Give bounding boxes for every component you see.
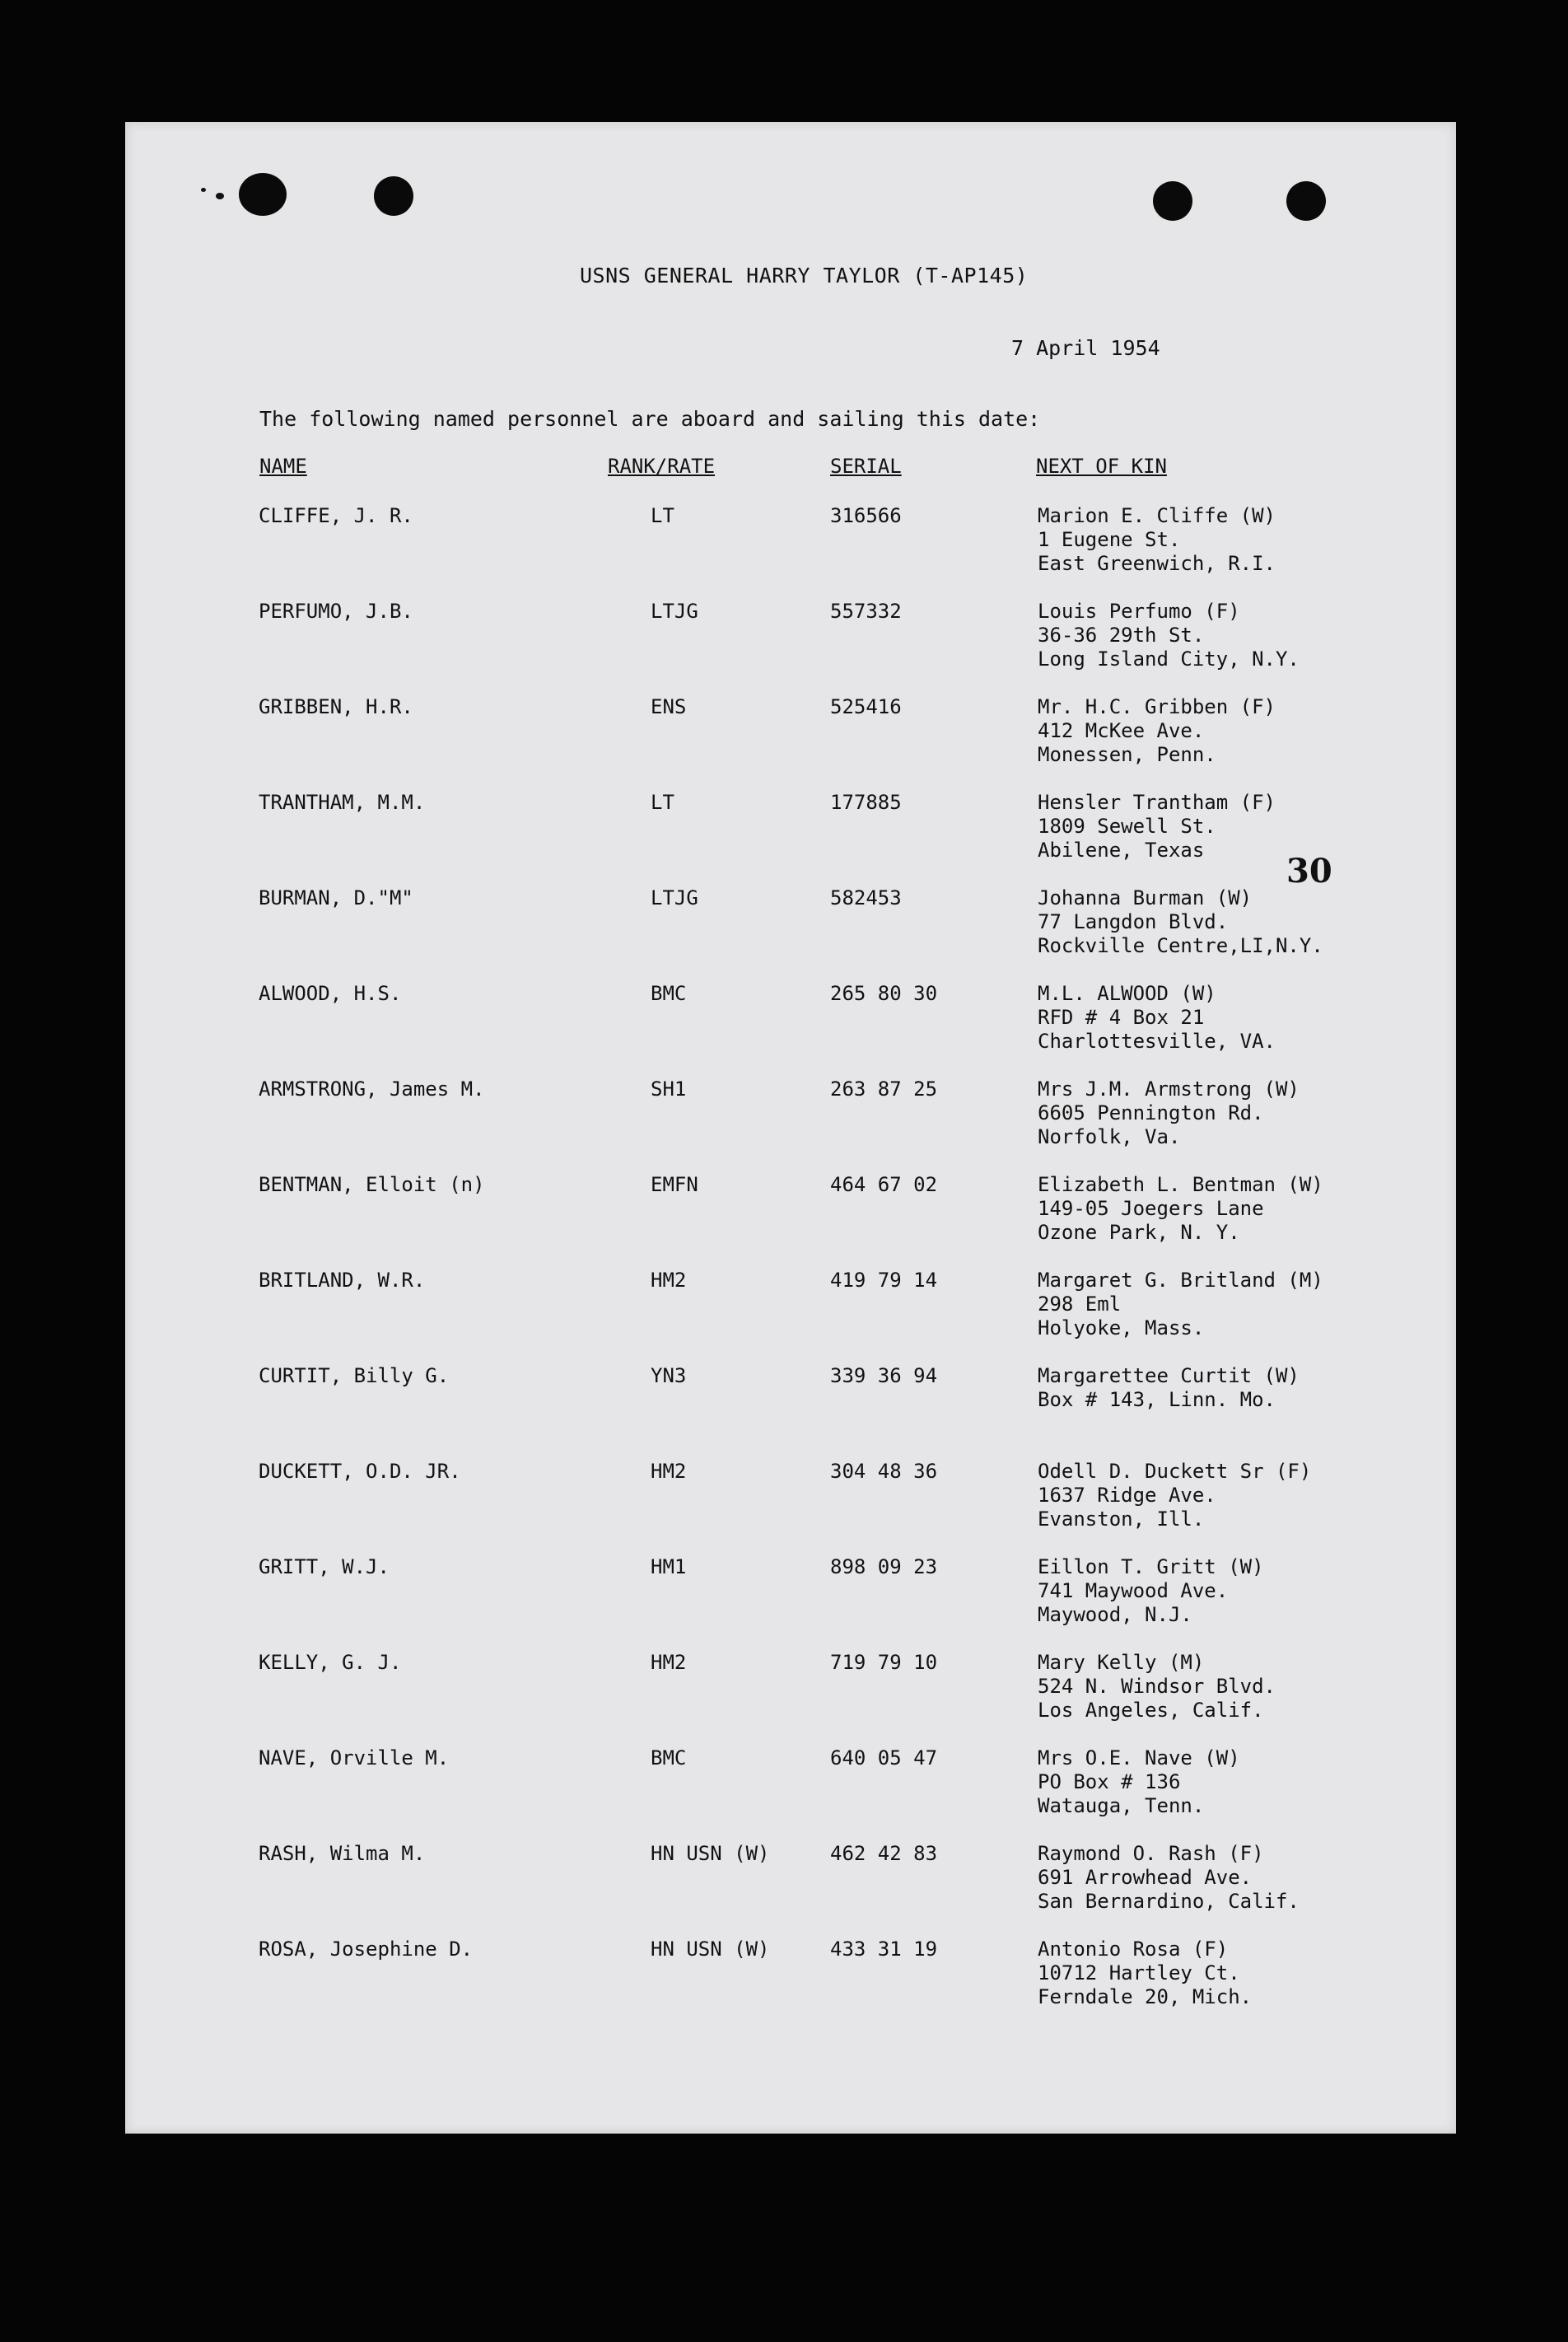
personnel-serial: 557332 (830, 600, 902, 623)
next-of-kin-line: Margarettee Curtit (W) (1038, 1364, 1300, 1387)
personnel-serial: 177885 (830, 791, 902, 814)
personnel-serial: 419 79 14 (830, 1269, 938, 1292)
document-date: 7 April 1954 (1011, 336, 1160, 360)
personnel-serial: 719 79 10 (830, 1651, 938, 1674)
personnel-serial: 263 87 25 (830, 1078, 938, 1101)
personnel-serial: 464 67 02 (830, 1173, 938, 1196)
table-row (125, 1746, 1456, 1837)
personnel-serial: 316566 (830, 504, 902, 527)
next-of-kin-line: 1 Eugene St. (1038, 528, 1181, 551)
next-of-kin-line: Johanna Burman (W) (1038, 886, 1253, 909)
next-of-kin-line: 298 Eml (1038, 1293, 1122, 1316)
next-of-kin (1038, 982, 1276, 1054)
next-of-kin-line: Monessen, Penn. (1038, 743, 1216, 766)
personnel-rank: SH1 (651, 1078, 687, 1101)
header-rank: RANK/RATE (608, 455, 716, 478)
next-of-kin-line: Holyoke, Mass. (1038, 1316, 1205, 1339)
table-row (125, 504, 1456, 595)
personnel-name: BENTMAN, Elloit (n) (259, 1173, 485, 1196)
next-of-kin (1038, 1269, 1323, 1340)
next-of-kin (1038, 1938, 1252, 2009)
personnel-serial: 265 80 30 (830, 982, 938, 1005)
next-of-kin (1038, 1746, 1240, 1818)
personnel-name: GRIBBEN, H.R. (259, 695, 413, 718)
personnel-name: ARMSTRONG, James M. (259, 1078, 485, 1101)
personnel-serial: 304 48 36 (830, 1460, 938, 1483)
personnel-serial: 339 36 94 (830, 1364, 938, 1387)
personnel-rank: BMC (651, 1746, 687, 1769)
next-of-kin-line: Margaret G. Britland (M) (1038, 1269, 1323, 1292)
next-of-kin (1038, 695, 1276, 767)
personnel-name: BRITLAND, W.R. (259, 1269, 426, 1292)
page-number: 30 (1286, 852, 1332, 891)
next-of-kin-line: Los Angeles, Calif. (1038, 1699, 1264, 1722)
personnel-rank: EMFN (651, 1173, 698, 1196)
personnel-name: NAVE, Orville M. (259, 1746, 450, 1769)
next-of-kin-line: Eillon T. Gritt (W) (1038, 1555, 1264, 1578)
table-row (125, 886, 1456, 977)
next-of-kin-line: Mr. H.C. Gribben (F) (1038, 695, 1276, 718)
personnel-name: PERFUMO, J.B. (259, 600, 413, 623)
personnel-rank: HM2 (651, 1651, 687, 1674)
personnel-rank: YN3 (651, 1364, 687, 1387)
personnel-rank: HM2 (651, 1269, 687, 1292)
next-of-kin-line: Elizabeth L. Bentman (W) (1038, 1173, 1323, 1196)
punch-hole (1286, 181, 1326, 221)
ink-speck (201, 188, 206, 192)
personnel-name: ALWOOD, H.S. (259, 982, 402, 1005)
intro-text: The following named personnel are aboard and sailing this date: (259, 407, 1041, 431)
table-row (125, 1555, 1456, 1646)
next-of-kin-line: Long Island City, N.Y. (1038, 647, 1300, 671)
personnel-rank: HN USN (W) (651, 1938, 770, 1961)
personnel-rank: LT (651, 791, 674, 814)
personnel-name: DUCKETT, O.D. JR. (259, 1460, 461, 1483)
header-name: NAME (259, 455, 307, 478)
personnel-name: KELLY, G. J. (259, 1651, 402, 1674)
personnel-rank: HN USN (W) (651, 1842, 770, 1865)
next-of-kin-line: Maywood, N.J. (1038, 1603, 1192, 1626)
next-of-kin-line: 1637 Ridge Ave. (1038, 1484, 1216, 1507)
next-of-kin-line: Norfolk, Va. (1038, 1125, 1181, 1148)
table-row (125, 1460, 1456, 1550)
next-of-kin-line: Marion E. Cliffe (W) (1038, 504, 1276, 527)
personnel-serial: 462 42 83 (830, 1842, 938, 1865)
next-of-kin (1038, 1364, 1300, 1412)
table-row (125, 1078, 1456, 1168)
next-of-kin-line: 10712 Hartley Ct. (1038, 1961, 1240, 1984)
next-of-kin (1038, 791, 1276, 862)
next-of-kin-line: Ferndale 20, Mich. (1038, 1985, 1253, 2008)
next-of-kin-line: Charlottesville, VA. (1038, 1030, 1276, 1053)
personnel-rank: LT (651, 504, 674, 527)
next-of-kin (1038, 1651, 1276, 1723)
next-of-kin-line: Watauga, Tenn. (1038, 1794, 1205, 1817)
personnel-name: BURMAN, D."M" (259, 886, 413, 909)
personnel-rank: LTJG (651, 600, 698, 623)
personnel-name: ROSA, Josephine D. (259, 1938, 474, 1961)
next-of-kin-line: Evanston, Ill. (1038, 1508, 1205, 1531)
next-of-kin (1038, 1173, 1323, 1245)
next-of-kin-line: 412 McKee Ave. (1038, 719, 1205, 742)
next-of-kin (1038, 504, 1276, 576)
next-of-kin-line: RFD # 4 Box 21 (1038, 1006, 1205, 1029)
next-of-kin-line: Mrs O.E. Nave (W) (1038, 1746, 1240, 1769)
next-of-kin-line: Ozone Park, N. Y. (1038, 1221, 1240, 1244)
personnel-rank: HM2 (651, 1460, 687, 1483)
header-next-of-kin: NEXT OF KIN (1036, 455, 1167, 478)
next-of-kin-line: 741 Maywood Ave. (1038, 1579, 1229, 1602)
punch-hole (374, 176, 413, 216)
personnel-rank: LTJG (651, 886, 698, 909)
next-of-kin-line: 6605 Pennington Rd. (1038, 1101, 1264, 1124)
personnel-serial: 433 31 19 (830, 1938, 938, 1961)
next-of-kin-line: 691 Arrowhead Ave. (1038, 1866, 1253, 1889)
personnel-name: TRANTHAM, M.M. (259, 791, 426, 814)
table-row (125, 1651, 1456, 1741)
next-of-kin-line: Raymond O. Rash (F) (1038, 1842, 1264, 1865)
next-of-kin-line: Abilene, Texas (1038, 839, 1205, 862)
next-of-kin-line: 1809 Sewell St. (1038, 815, 1216, 838)
personnel-serial: 640 05 47 (830, 1746, 938, 1769)
punch-hole (1153, 181, 1192, 221)
personnel-name: CLIFFE, J. R. (259, 504, 413, 527)
next-of-kin-line: San Bernardino, Calif. (1038, 1890, 1300, 1913)
next-of-kin-line: Hensler Trantham (F) (1038, 791, 1276, 814)
next-of-kin (1038, 1078, 1300, 1149)
table-row (125, 1938, 1456, 2028)
next-of-kin-line: Antonio Rosa (F) (1038, 1938, 1229, 1961)
next-of-kin-line: 36-36 29th St. (1038, 624, 1205, 647)
next-of-kin-line: East Greenwich, R.I. (1038, 552, 1276, 575)
next-of-kin-line: Mary Kelly (M) (1038, 1651, 1205, 1674)
table-row (125, 982, 1456, 1073)
table-row (125, 600, 1456, 690)
next-of-kin (1038, 1842, 1300, 1914)
personnel-serial: 582453 (830, 886, 902, 909)
table-row (125, 1269, 1456, 1359)
document-title: USNS GENERAL HARRY TAYLOR (T-AP145) (580, 264, 1029, 287)
next-of-kin (1038, 886, 1323, 958)
personnel-serial: 525416 (830, 695, 902, 718)
next-of-kin (1038, 1460, 1311, 1531)
personnel-serial: 898 09 23 (830, 1555, 938, 1578)
next-of-kin-line: Odell D. Duckett Sr (F) (1038, 1460, 1312, 1483)
table-row (125, 695, 1456, 786)
personnel-rank: BMC (651, 982, 687, 1005)
next-of-kin (1038, 1555, 1264, 1627)
table-row (125, 791, 1456, 881)
table-row (125, 1364, 1456, 1455)
ink-speck (216, 193, 224, 199)
header-serial: SERIAL (830, 455, 902, 478)
next-of-kin-line: 77 Langdon Blvd. (1038, 910, 1229, 933)
personnel-name: GRITT, W.J. (259, 1555, 390, 1578)
personnel-name: CURTIT, Billy G. (259, 1364, 450, 1387)
next-of-kin-line: Louis Perfumo (F) (1038, 600, 1240, 623)
punch-hole (239, 173, 287, 216)
next-of-kin-line: Rockville Centre,LI,N.Y. (1038, 934, 1323, 957)
next-of-kin-line: 524 N. Windsor Blvd. (1038, 1675, 1276, 1698)
next-of-kin-line: Box # 143, Linn. Mo. (1038, 1388, 1276, 1411)
personnel-rank: ENS (651, 695, 687, 718)
personnel-name: RASH, Wilma M. (259, 1842, 426, 1865)
table-row (125, 1173, 1456, 1264)
personnel-rank: HM1 (651, 1555, 687, 1578)
table-row (125, 1842, 1456, 1933)
next-of-kin-line: Mrs J.M. Armstrong (W) (1038, 1078, 1300, 1101)
document-page (125, 122, 1456, 2134)
next-of-kin (1038, 600, 1300, 671)
next-of-kin-line: M.L. ALWOOD (W) (1038, 982, 1216, 1005)
next-of-kin-line: 149-05 Joegers Lane (1038, 1197, 1264, 1220)
next-of-kin-line: PO Box # 136 (1038, 1770, 1181, 1793)
